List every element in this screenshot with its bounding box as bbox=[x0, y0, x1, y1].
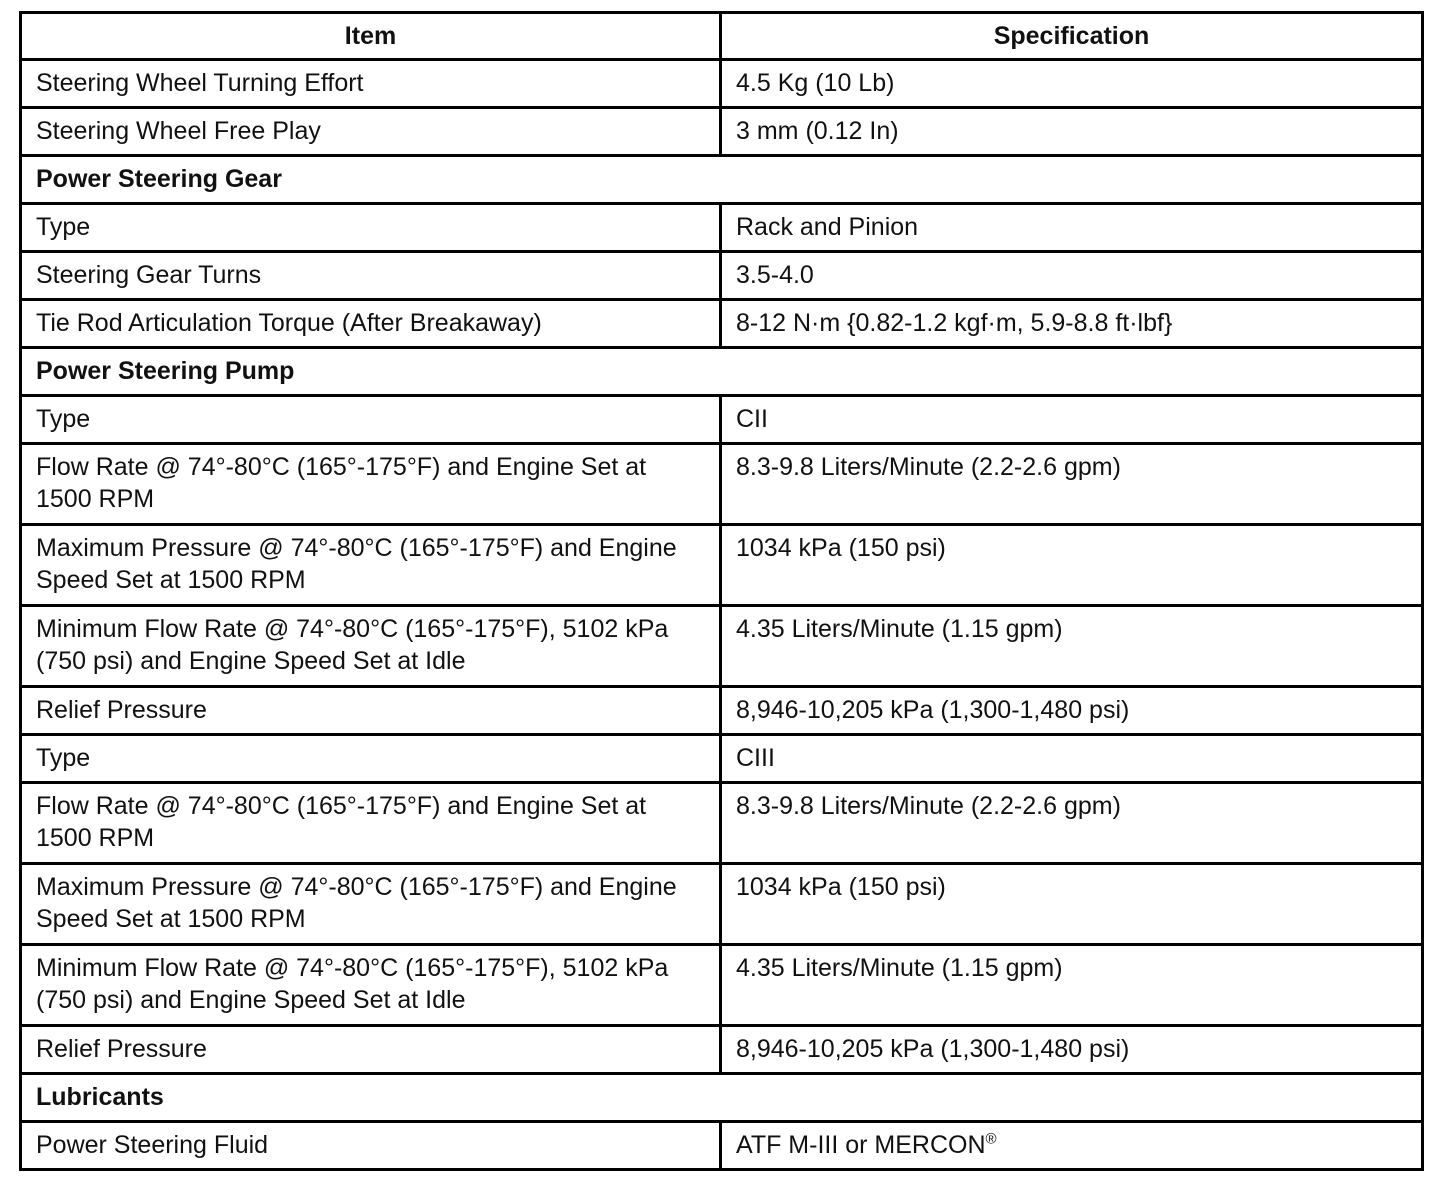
item-cell: Power Steering Fluid bbox=[21, 1122, 721, 1170]
table-header-row bbox=[21, 13, 1423, 60]
specification-cell bbox=[721, 735, 1423, 783]
specification-text: 8.3-9.8 Liters/Minute (2.2-2.6 gpm) bbox=[736, 453, 1121, 481]
table-row bbox=[21, 1026, 1423, 1074]
specification-cell bbox=[721, 60, 1423, 108]
section-header-row bbox=[21, 348, 1423, 396]
specification-text: 4.35 Liters/Minute (1.15 gpm) bbox=[736, 615, 1063, 643]
table-row bbox=[21, 945, 1423, 1026]
table-body bbox=[21, 60, 1423, 1170]
item-cell: Type bbox=[21, 735, 721, 783]
specification-text: 3.5-4.0 bbox=[736, 261, 814, 289]
item-cell: Minimum Flow Rate @ 74°-80°C (165°-175°F), 5102 kPa (750 psi) and Engine Speed Set at Idle bbox=[21, 945, 721, 1026]
section-title: Power Steering Pump bbox=[21, 348, 1423, 396]
specification-text: 8,946-10,205 kPa (1,300-1,480 psi) bbox=[736, 1035, 1130, 1063]
table-row bbox=[21, 204, 1423, 252]
specification-cell bbox=[721, 687, 1423, 735]
section-header-row bbox=[21, 156, 1423, 204]
specification-text: CIII bbox=[736, 744, 775, 772]
table-row bbox=[21, 606, 1423, 687]
table-row bbox=[21, 252, 1423, 300]
item-cell: Steering Wheel Free Play bbox=[21, 108, 721, 156]
specification-text: 1034 kPa (150 psi) bbox=[736, 534, 946, 562]
specification-text: Rack and Pinion bbox=[736, 213, 919, 241]
section-header-row bbox=[21, 1074, 1423, 1122]
specification-cell bbox=[721, 525, 1423, 606]
table-row bbox=[21, 60, 1423, 108]
specification-text: 8,946-10,205 kPa (1,300-1,480 psi) bbox=[736, 696, 1130, 724]
item-cell: Flow Rate @ 74°-80°C (165°-175°F) and Engine Set at 1500 RPM bbox=[21, 783, 721, 864]
registered-trademark-mark: ® bbox=[985, 1130, 997, 1148]
item-cell: Relief Pressure bbox=[21, 1026, 721, 1074]
table-row bbox=[21, 300, 1423, 348]
specification-table bbox=[19, 11, 1424, 1171]
specification-cell bbox=[721, 1122, 1423, 1170]
specification-cell bbox=[721, 204, 1423, 252]
table-row bbox=[21, 735, 1423, 783]
section-title: Power Steering Gear bbox=[21, 156, 1423, 204]
item-cell: Tie Rod Articulation Torque (After Breakaway) bbox=[21, 300, 721, 348]
item-cell: Type bbox=[21, 204, 721, 252]
specification-cell bbox=[721, 108, 1423, 156]
specification-cell bbox=[721, 606, 1423, 687]
specification-text: 8.3-9.8 Liters/Minute (2.2-2.6 gpm) bbox=[736, 792, 1121, 820]
specification-text: 8-12 N·m {0.82-1.2 kgf·m, 5.9-8.8 ft·lbf} bbox=[736, 309, 1173, 337]
table-row bbox=[21, 783, 1423, 864]
section-title: Lubricants bbox=[21, 1074, 1423, 1122]
table-row bbox=[21, 525, 1423, 606]
specification-cell bbox=[721, 864, 1423, 945]
specification-cell bbox=[721, 300, 1423, 348]
specification-text: 4.35 Liters/Minute (1.15 gpm) bbox=[736, 954, 1063, 982]
specification-cell bbox=[721, 396, 1423, 444]
specification-cell bbox=[721, 783, 1423, 864]
table-row bbox=[21, 396, 1423, 444]
specification-text: 3 mm (0.12 In) bbox=[736, 117, 899, 145]
specification-text: ATF M-III or MERCON bbox=[736, 1131, 986, 1159]
item-cell: Maximum Pressure @ 74°-80°C (165°-175°F) and Engine Speed Set at 1500 RPM bbox=[21, 525, 721, 606]
specification-cell bbox=[721, 252, 1423, 300]
item-cell: Type bbox=[21, 396, 721, 444]
table-row bbox=[21, 864, 1423, 945]
specification-cell bbox=[721, 444, 1423, 525]
specification-text: 1034 kPa (150 psi) bbox=[736, 873, 946, 901]
table-row bbox=[21, 444, 1423, 525]
item-cell: Steering Wheel Turning Effort bbox=[21, 60, 721, 108]
specification-text: 4.5 Kg (10 Lb) bbox=[736, 69, 895, 97]
table-row bbox=[21, 108, 1423, 156]
specification-cell bbox=[721, 1026, 1423, 1074]
specification-cell bbox=[721, 945, 1423, 1026]
table-row bbox=[21, 1122, 1423, 1170]
item-cell: Flow Rate @ 74°-80°C (165°-175°F) and Engine Set at 1500 RPM bbox=[21, 444, 721, 525]
column-header-item: Item bbox=[21, 13, 721, 60]
item-cell: Relief Pressure bbox=[21, 687, 721, 735]
item-cell: Steering Gear Turns bbox=[21, 252, 721, 300]
item-cell: Minimum Flow Rate @ 74°-80°C (165°-175°F), 5102 kPa (750 psi) and Engine Speed Set at Idle bbox=[21, 606, 721, 687]
column-header-specification: Specification bbox=[721, 13, 1423, 60]
specification-text: CII bbox=[736, 405, 768, 433]
item-cell: Maximum Pressure @ 74°-80°C (165°-175°F) and Engine Speed Set at 1500 RPM bbox=[21, 864, 721, 945]
table-row bbox=[21, 687, 1423, 735]
